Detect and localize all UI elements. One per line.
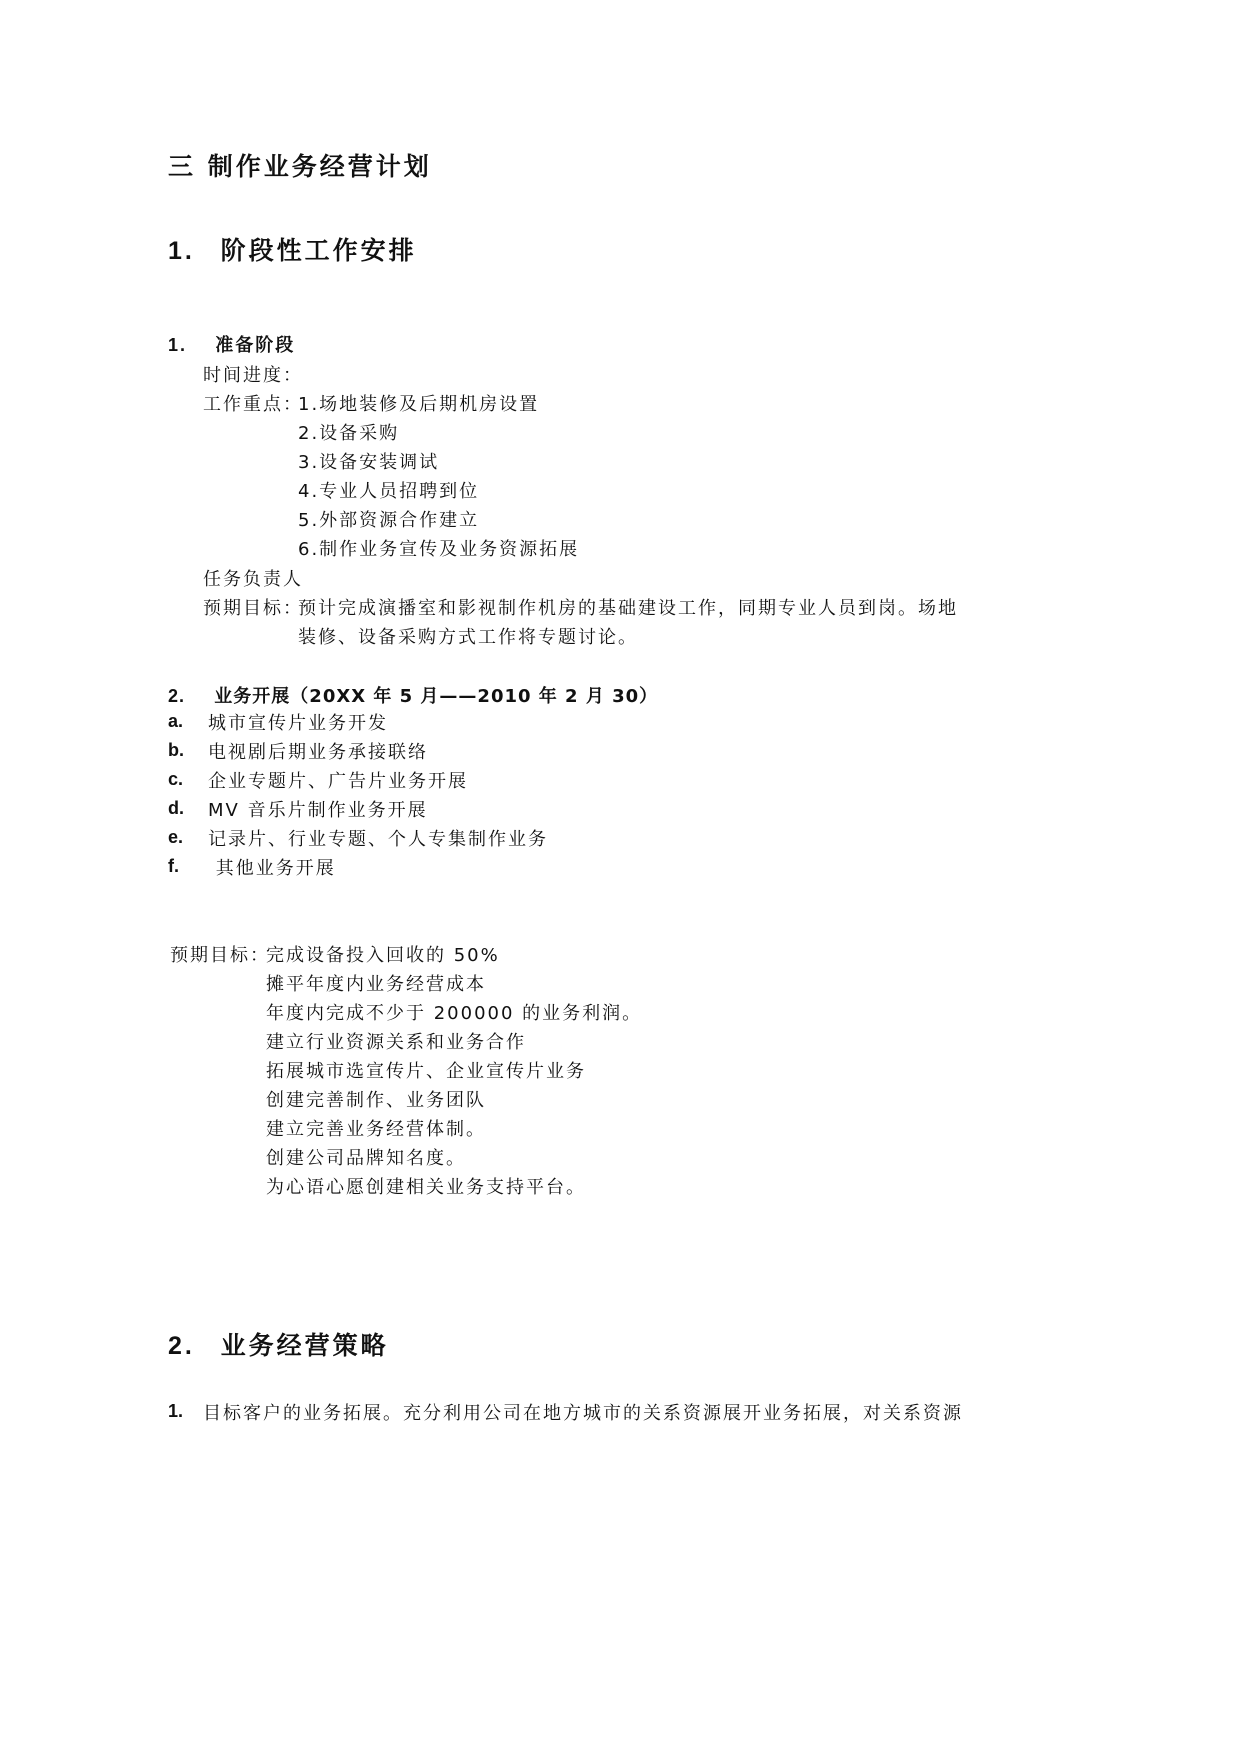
focus-item: 5.外部资源合作建立 [298, 510, 480, 531]
subsection-heading-2 [168, 1326, 389, 1362]
time-progress: 时间进度： [203, 365, 303, 386]
list-label: a. [168, 711, 184, 731]
goal-item: 创建完善制作、业务团队 [266, 1090, 486, 1111]
list-item: 企业专题片、广告片业务开展 [208, 771, 468, 792]
stage-2-heading [168, 682, 658, 708]
section-title: 三 制作业务经营计划 [168, 152, 432, 181]
stage-1-heading [168, 331, 295, 357]
focus-item: 4.专业人员招聘到位 [298, 481, 480, 502]
list-item: 其他业务开展 [208, 858, 336, 879]
list-label: e. [168, 827, 184, 847]
list-label: b. [168, 740, 184, 760]
goal-item: 建立完善业务经营体制。 [266, 1119, 486, 1140]
goal-item: 为心语心愿创建相关业务支持平台。 [266, 1177, 586, 1198]
responsible-label: 任务负责人 [203, 569, 303, 590]
goal-text-line-2: 装修、设备采购方式工作将专题讨论。 [298, 627, 638, 648]
paragraph-number: 1. [168, 1401, 184, 1421]
goal-item: 拓展城市选宣传片、企业宣传片业务 [266, 1061, 586, 1082]
list-item: MV 音乐片制作业务开展 [208, 800, 428, 821]
goal-item: 完成设备投入回收的 50% [266, 945, 500, 966]
focus-item: 1.场地装修及后期机房设置 [298, 394, 540, 415]
subsection-number: 1. [168, 237, 195, 265]
subsection-heading-1 [168, 231, 417, 267]
focus-item: 2.设备采购 [298, 423, 400, 444]
stage-title: 准备阶段 [215, 335, 296, 356]
goal-item: 创建公司品牌知名度。 [266, 1148, 466, 1169]
subsection-number: 2. [168, 1332, 195, 1360]
list-item: 记录片、行业专题、个人专集制作业务 [208, 829, 548, 850]
goal-text-line-1: 预计完成演播室和影视制作机房的基础建设工作，同期专业人员到岗。场地 [298, 598, 958, 619]
paragraph-text: 目标客户的业务拓展。充分利用公司在地方城市的关系资源展开业务拓展，对关系资源 [203, 1403, 963, 1424]
list-label: f. [168, 856, 179, 876]
goal-item: 建立行业资源关系和业务合作 [266, 1032, 526, 1053]
stage-title: 业务开展（20XX 年 5 月——2010 年 2 月 30） [214, 686, 659, 707]
goal-label: 预期目标： [203, 598, 303, 619]
stage-number: 1. [168, 335, 188, 355]
subsection-title: 业务经营策略 [220, 1331, 389, 1360]
focus-item: 6.制作业务宣传及业务资源拓展 [298, 539, 580, 560]
subsection-title: 阶段性工作安排 [220, 236, 417, 265]
list-item: 城市宣传片业务开发 [208, 713, 388, 734]
list-label: c. [168, 769, 184, 789]
focus-item: 3.设备安装调试 [298, 452, 440, 473]
goal-item: 年度内完成不少于 200000 的业务利润。 [266, 1003, 643, 1024]
focus-label: 工作重点： [203, 394, 303, 415]
list-item: 电视剧后期业务承接联络 [208, 742, 428, 763]
goal-item: 摊平年度内业务经营成本 [266, 974, 486, 995]
stage-number: 2. [168, 686, 186, 706]
list-label: d. [168, 798, 184, 818]
goals-label: 预期目标： [170, 945, 270, 966]
